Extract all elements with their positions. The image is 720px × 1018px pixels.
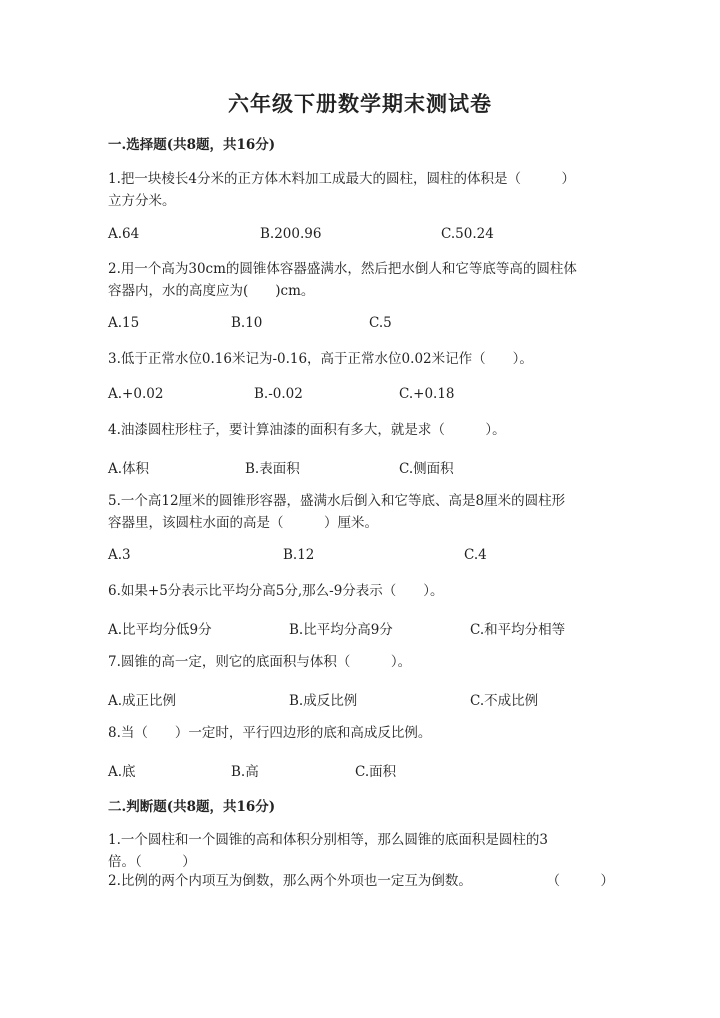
question-7: [108, 651, 608, 673]
option-a: A.底: [108, 764, 136, 780]
question-8-options: [108, 760, 608, 780]
question-text-line2: 容器里，该圆柱水面的高是（ ）厘米。: [108, 515, 378, 531]
question-text-line2: 立方分米。: [108, 193, 176, 209]
section-heading-choice: 一.选择题(共8题，共16分): [108, 137, 276, 153]
option-b: B.200.96: [260, 226, 322, 242]
option-a: A.比平均分低9分: [108, 622, 212, 638]
question-6-options: [108, 618, 608, 638]
option-a: A.成正比例: [108, 693, 177, 709]
question-text-line1: 2.用一个高为30cm的圆锥体容器盛满水，然后把水倒人和它等底等高的圆柱体: [108, 261, 577, 277]
option-b: B.表面积: [245, 461, 300, 477]
question-text-line1: 8.当（ ）一定时，平行四边形的底和高成反比例。: [108, 725, 432, 741]
option-b: B.高: [231, 764, 259, 780]
question-4: [108, 419, 608, 441]
question-text-line1: 5.一个高12厘米的圆锥形容器，盛满水后倒入和它等底、高是8厘米的圆柱形: [108, 493, 566, 509]
question-6: [108, 580, 608, 602]
option-c: C.5: [369, 315, 392, 331]
judge-question-1: [108, 829, 608, 873]
question-3: [108, 348, 608, 370]
option-c: C.侧面积: [399, 461, 454, 477]
option-c: C.不成比例: [470, 693, 539, 709]
question-text-line1: 1.一个圆柱和一个圆锥的高和体积分别相等，那么圆锥的底面积是圆柱的3: [108, 832, 548, 848]
option-b: B.-0.02: [254, 386, 303, 402]
question-text-line1: 1.把一块棱长4分米的正方体木料加工成最大的圆柱，圆柱的体积是（ ）: [108, 171, 575, 187]
question-2: [108, 258, 608, 302]
option-b: B.比平均分高9分: [289, 622, 393, 638]
question-1-options: [108, 226, 608, 246]
question-7-options: [108, 689, 608, 709]
question-8: [108, 722, 608, 744]
question-5-options: [108, 547, 608, 567]
page-title: 六年级下册数学期末测试卷: [228, 91, 492, 116]
question-text-line1: 4.油漆圆柱形柱子，要计算油漆的面积有多大，就是求（ ）。: [108, 422, 506, 438]
option-c: C.50.24: [441, 226, 494, 242]
question-text-line1: 7.圆锥的高一定，则它的底面积与体积（ ）。: [108, 654, 412, 670]
question-text-line1: 2.比例的两个内项互为倒数，那么两个外项也一定互为倒数。: [108, 873, 472, 889]
question-text-line2: 容器内，水的高度应为( )cm。: [108, 283, 315, 299]
question-text-line1: 3.低于正常水位0.16米记为-0.16，高于正常水位0.02米记作（ ）。: [108, 351, 533, 367]
section-heading-true-false: 二.判断题(共8题，共16分): [108, 799, 276, 815]
option-b: B.12: [283, 547, 315, 563]
question-1: [108, 168, 608, 212]
question-text-line2: 倍。（ ）: [108, 854, 196, 870]
option-a: A.15: [108, 315, 140, 331]
question-3-options: [108, 386, 608, 406]
option-a: A.3: [108, 547, 131, 563]
option-a: A.64: [108, 226, 140, 242]
option-b: B.成反比例: [289, 693, 358, 709]
question-text-line1: 6.如果+5分表示比平均分高5分,那么-9分表示（ ）。: [108, 583, 444, 599]
answer-paren: （ ）: [546, 873, 614, 889]
option-c: C.+0.18: [399, 386, 455, 402]
option-c: C.和平均分相等: [470, 622, 566, 638]
option-c: C.4: [464, 547, 487, 563]
question-4-options: [108, 457, 608, 477]
question-5: [108, 490, 608, 534]
option-b: B.10: [231, 315, 263, 331]
option-c: C.面积: [355, 764, 397, 780]
question-2-options: [108, 315, 608, 335]
option-a: A.体积: [108, 461, 150, 477]
option-a: A.+0.02: [108, 386, 164, 402]
judge-question-2: [108, 870, 614, 892]
